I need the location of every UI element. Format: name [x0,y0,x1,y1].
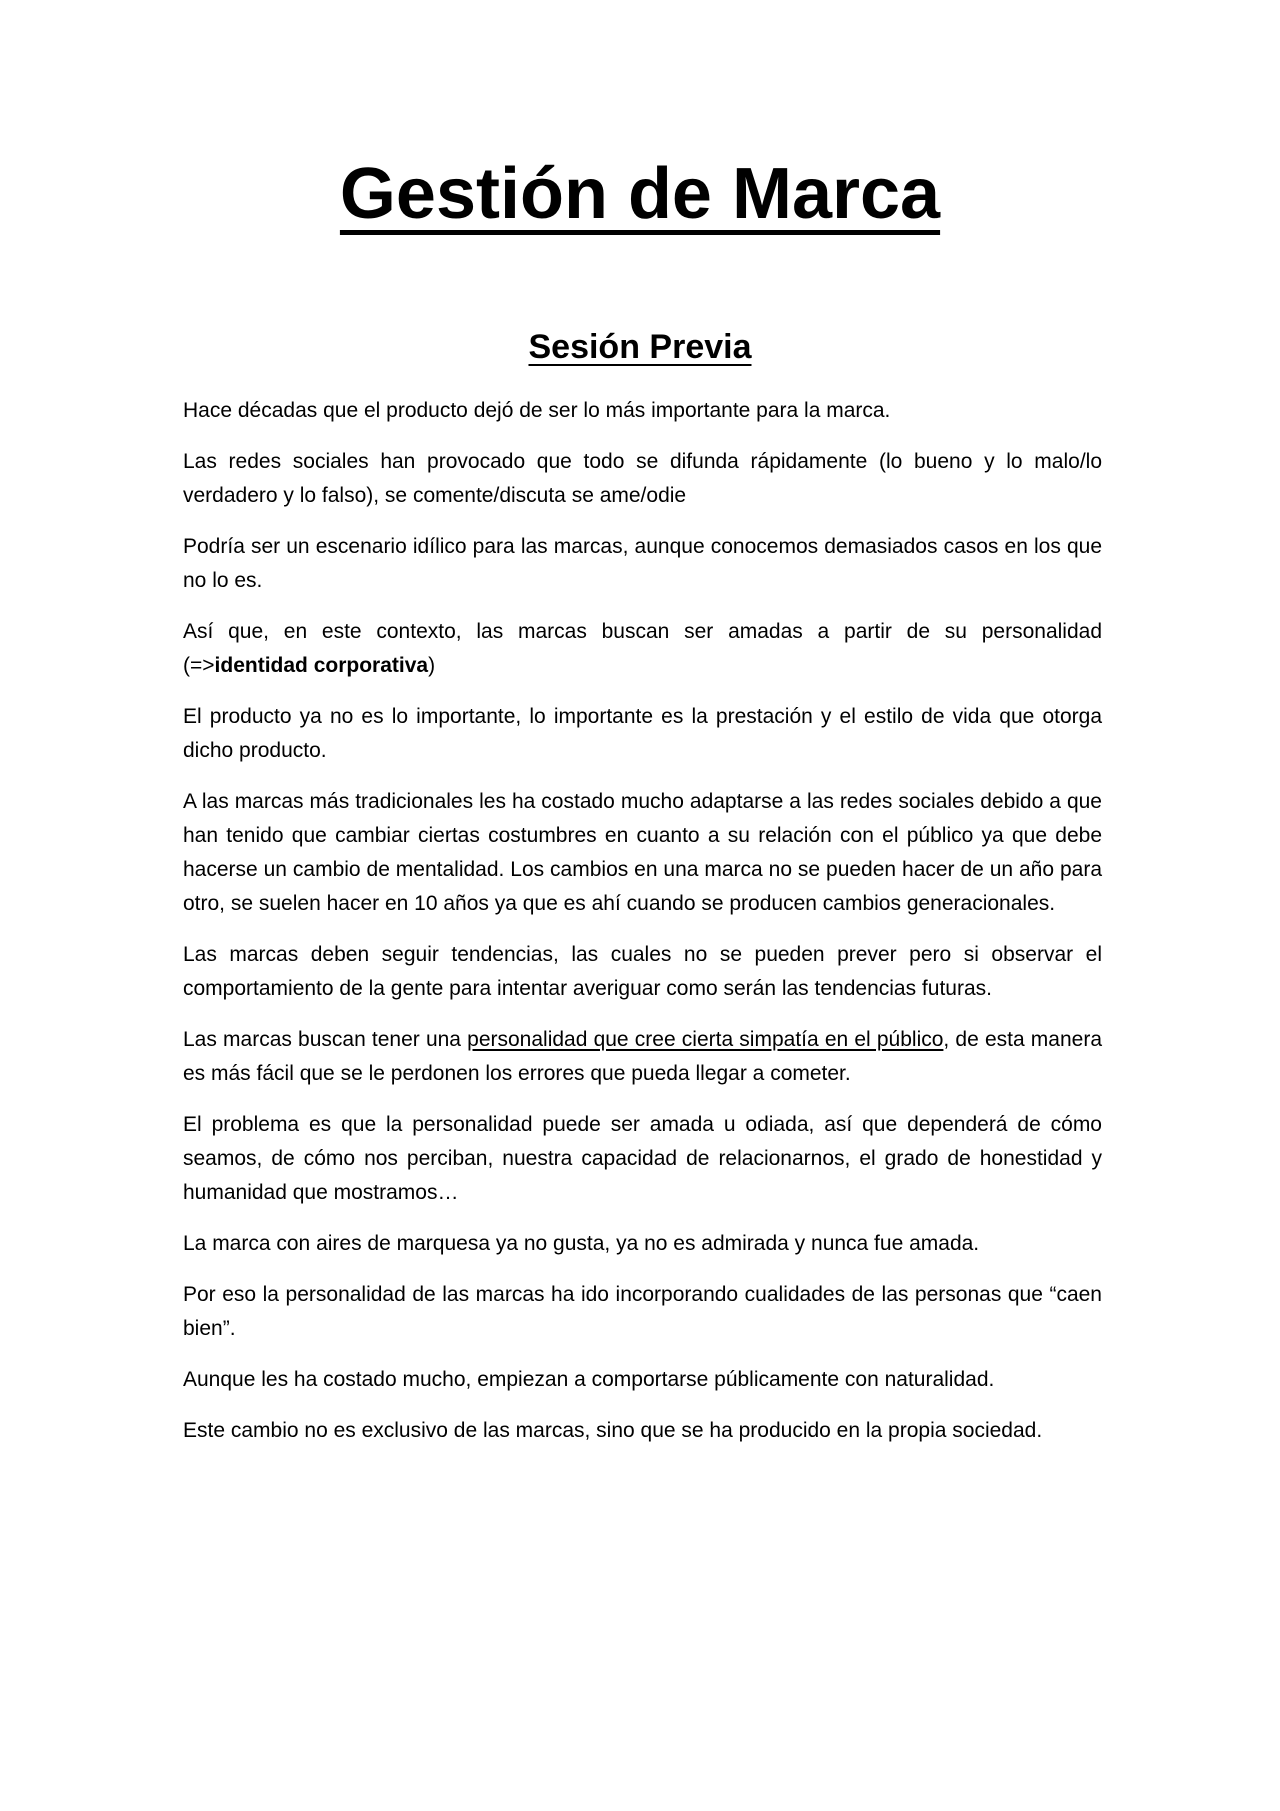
document-title [0,154,1280,234]
paragraph-8-after: , de esta manera es más fácil que se le perdonen los errores que pueda llegar a cometer. [183,1028,1103,1085]
paragraph-4 [183,615,1102,683]
paragraph-4-bold-term: identidad corporativa [214,654,429,677]
paragraph-9: El problema es que la personalidad puede ser amada u odiada, así que dependerá de cómo seamos, de cómo nos perciban, nuestra capacidad de relacionarnos, el grado de honestidad y humanidad que mostramos… [183,1113,1102,1204]
paragraph-12: Aunque les ha costado mucho, empiezan a comportarse públicamente con naturalidad. [183,1368,995,1391]
paragraph-6: A las marcas más tradicionales les ha costado mucho adaptarse a las redes sociales debido a que han tenido que cambiar ciertas costumbres en cuanto a su relación con el público ya que debe hacerse un cambio de mentalidad. Los cambios en una marca no se pueden hacer de un año para otro, se suelen hacer en 10 años ya que es ahí cuando se producen cambios generacionales. [183,790,1102,915]
paragraph-8 [183,1023,1102,1091]
paragraph-7: Las marcas deben seguir tendencias, las cuales no se pueden prever pero si observar el comportamiento de la gente para intentar averiguar como serán las tendencias futuras. [183,943,1102,1000]
paragraph-10: La marca con aires de marquesa ya no gusta, ya no es admirada y nunca fue amada. [183,1232,980,1255]
paragraph-1: Hace décadas que el producto dejó de ser lo más importante para la marca. [183,399,891,422]
document-body [183,394,1102,1465]
paragraph-8-before: Las marcas buscan tener una [183,1028,468,1051]
document-title-text: Gestión de Marca [339,154,941,234]
paragraph-8-underlined-phrase: personalidad que cree cierta simpatía en el público [467,1028,944,1051]
paragraph-11: Por eso la personalidad de las marcas ha ido incorporando cualidades de las personas que “caen bien”. [183,1283,1102,1340]
paragraph-2: Las redes sociales han provocado que todo se difunda rápidamente (lo bueno y lo malo/lo verdadero y lo falso), se comente/discuta se ame/odie [183,450,1102,507]
section-title-text: Sesión Previa [528,328,752,366]
section-title [0,330,1280,364]
paragraph-3: Podría ser un escenario idílico para las marcas, aunque conocemos demasiados casos en los que no lo es. [183,535,1102,592]
paragraph-4-before: Así que, en este contexto, las marcas buscan ser amadas a partir de su personalidad (=> [183,620,1102,677]
paragraph-5: El producto ya no es lo importante, lo importante es la prestación y el estilo de vida que otorga dicho producto. [183,705,1102,762]
paragraph-4-after: ) [428,654,436,677]
paragraph-13: Este cambio no es exclusivo de las marcas, sino que se ha producido en la propia sociedad. [183,1419,1043,1442]
